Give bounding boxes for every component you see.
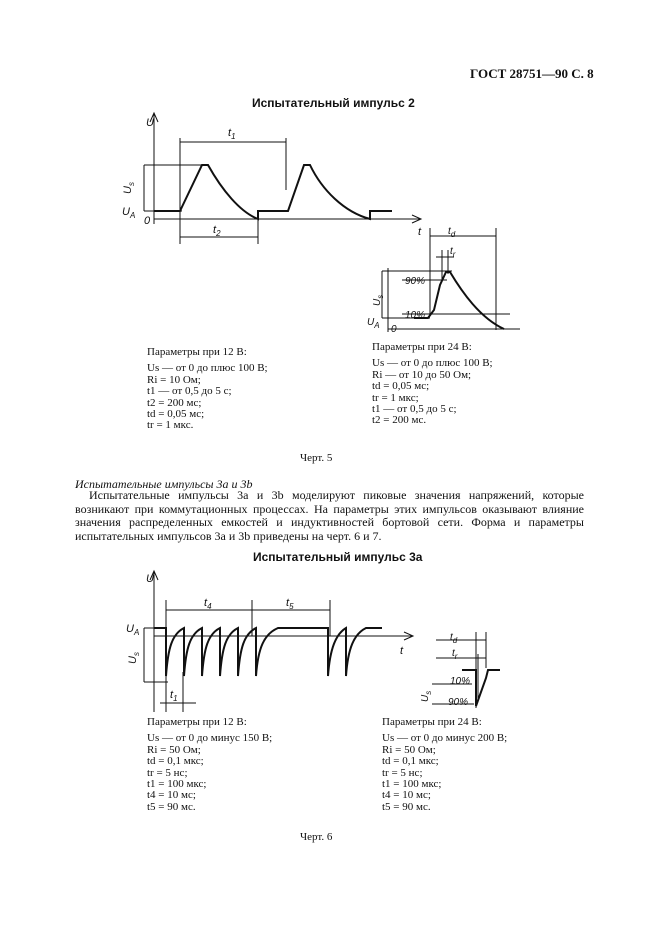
param-line: Ri = 10 Ом; [147, 373, 201, 386]
fig6-label-UA: $U_A$ [126, 623, 140, 637]
fig5-params-24 [372, 342, 493, 427]
fig6-label-U: U [146, 573, 154, 585]
fig5-label-Us: $U_s$ [122, 182, 136, 194]
fig6-label-t1: $t_1$ [170, 689, 178, 703]
fig5-inset-zero: 0 [391, 324, 397, 335]
fig5-label-t: t [418, 226, 422, 238]
fig6-label-t4: $t_4$ [204, 597, 212, 611]
fig5-title: Испытательный импульс 2 [252, 96, 415, 110]
fig6-inset-90: 90% [448, 697, 469, 708]
param-line: Ri — от 10 до 50 Ом; [372, 368, 472, 381]
fig6-label-t5: $t_5$ [286, 597, 294, 611]
param-line: tr = 5 нс; [382, 766, 423, 779]
param-line: td = 0,05 мс; [372, 380, 430, 393]
page-header: ГОСТ 28751—90 С. 8 [470, 66, 594, 81]
fig5-label-UA: $U_A$ [122, 206, 136, 220]
fig5-label-U: U [146, 117, 154, 129]
section-title: Испытательные импульсы 3а и 3b [75, 477, 253, 491]
fig5-params-12-heading: Параметры при 12 В: [147, 346, 247, 358]
param-line: t4 = 10 мс; [147, 789, 196, 802]
fig6-waveform [154, 628, 382, 676]
fig6-label-Us: $U_s$ [127, 652, 141, 664]
param-line: t4 = 10 мс; [382, 789, 431, 802]
param-line: t2 = 200 мс. [372, 414, 427, 427]
section-paragraph [75, 489, 584, 543]
fig5-inset-waveform [414, 272, 504, 329]
fig6-label-t: t [400, 645, 404, 657]
param-line: Us — от 0 до плюс 100 В; [147, 362, 268, 375]
fig5-waveform [154, 165, 392, 219]
param-line: Us — от 0 до минус 200 В; [382, 732, 508, 745]
fig5-params-12 [147, 347, 268, 432]
param-line: t5 = 90 мс. [382, 800, 431, 813]
fig5-label-t1: $t_1$ [228, 127, 236, 141]
param-line: tr = 1 мкс. [147, 419, 194, 432]
param-line: Ri = 50 Ом; [147, 743, 201, 756]
fig5-params-24-heading: Параметры при 24 В: [372, 341, 472, 353]
fig6-inset-td: $t_d$ [450, 632, 458, 645]
param-line: t1 — от 0,5 до 5 с; [372, 403, 457, 416]
param-line: Us — от 0 до минус 150 В; [147, 732, 273, 745]
param-line: tr = 5 нс; [147, 766, 188, 779]
fig6-caption: Черт. 6 [300, 831, 333, 843]
param-line: t2 = 200 мс; [147, 396, 202, 409]
fig6-params-12 [147, 717, 272, 813]
fig5-label-t2: $t_2$ [213, 224, 221, 238]
fig6-inset-tr: $t_r$ [452, 648, 458, 661]
paragraph-text: Испытательные импульсы 3а и 3b моделируют пиковые значения напряжений, которые возникают при коммутационных процессах. На параметры этих импульсов оказывают влияние значения распределенных емкостей и индуктивностей бортовой сети. Форма и параметры испытательных импульсов 3а и 3b приведены на черт. 6 и 7. [75, 488, 584, 543]
fig6-params-24-heading: Параметры при 24 В: [382, 716, 482, 728]
param-line: t5 = 90 мс. [147, 800, 196, 813]
param-line: t1 — от 0,5 до 5 с; [147, 385, 232, 398]
fig6-inset-Us: $U_s$ [420, 690, 433, 702]
fig5-inset-Us: $U_s$ [372, 294, 385, 306]
fig5-inset-td: $t_d$ [448, 226, 456, 239]
param-line: td = 0,1 мкс; [382, 755, 439, 768]
param-line: tr = 1 мкс; [372, 391, 419, 404]
param-line: t1 = 100 мкс; [382, 778, 442, 791]
fig5-inset-tr: $t_r$ [450, 246, 456, 259]
param-line: td = 0,05 мс; [147, 408, 205, 421]
fig6-params-12-heading: Параметры при 12 В: [147, 716, 247, 728]
fig5-inset-10: 10% [405, 310, 426, 321]
fig6-title: Испытательный импульс 3а [253, 550, 423, 564]
fig5-inset-UA: $U_A$ [367, 317, 380, 330]
param-line: td = 0,1 мкс; [147, 755, 204, 768]
param-line: Ri = 50 Ом; [382, 743, 436, 756]
param-line: t1 = 100 мкс; [147, 778, 207, 791]
fig6-inset-10: 10% [450, 676, 471, 687]
fig5-label-zero: 0 [144, 215, 151, 227]
fig5-inset-90: 90% [405, 276, 426, 287]
param-line: Us — от 0 до плюс 100 В; [372, 357, 493, 370]
fig6-params-24 [382, 717, 507, 813]
fig5-caption: Черт. 5 [300, 452, 333, 464]
